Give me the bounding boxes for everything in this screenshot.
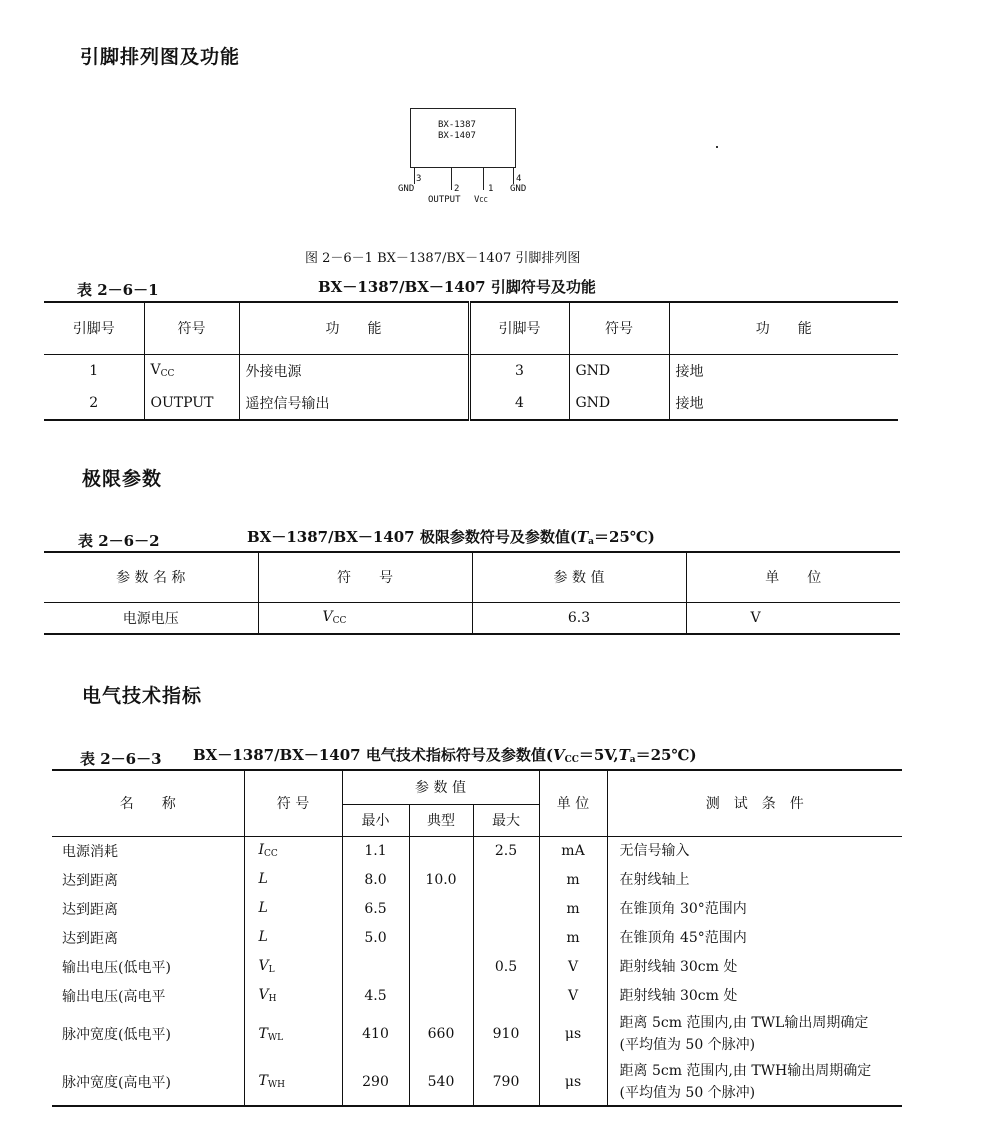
table2 [44, 551, 900, 635]
table3-cell-name: 脉冲宽度(低电平) [52, 1010, 244, 1058]
table1-cell-pin: 2 [44, 387, 144, 420]
table3-cell-unit: mA [539, 836, 607, 865]
table1-header-pin: 引脚号 [44, 302, 144, 354]
table3-cell-max [473, 894, 539, 923]
table3-cell-symbol: L [244, 894, 342, 923]
table3-cell-typ [409, 952, 473, 981]
table3-cell-name: 输出电压(低电平) [52, 952, 244, 981]
table1-cell-pin: 1 [44, 354, 144, 387]
table3-label: 表 2－6－3 [80, 750, 162, 768]
pin-3-number: 3 [416, 174, 422, 184]
section-heading-pin: 引脚排列图及功能 [80, 46, 241, 68]
table2-cell-symbol: $V_{CC}$ [258, 602, 472, 634]
condition-line-1: 在射线轴上 [619, 871, 690, 888]
condition-line-2: (平均值为 50 个脉冲) [619, 1037, 756, 1053]
table3-cell-symbol: $I_{CC}$ [244, 836, 342, 865]
table3-cell-condition [607, 894, 902, 923]
table3-cell-typ: 540 [409, 1058, 473, 1106]
condition-line-1: 距离 5cm 范围内,由 TWL输出周期确定 [619, 1015, 869, 1031]
condition-line-2: (平均值为 50 个脉冲) [619, 1084, 756, 1101]
table3-header-name: 名 称 [52, 770, 244, 836]
table3-cell-max: 2.5 [473, 836, 539, 865]
table3-cell-unit: μs [539, 1010, 607, 1058]
table-row [52, 1058, 902, 1106]
table1-cell-symbol: $V_{CC}$ [144, 354, 239, 387]
table2-header-value: 参 数 值 [472, 552, 686, 602]
table3-cell-max [473, 981, 539, 1010]
table1-header-symbol: 符号 [144, 302, 239, 354]
table-row [44, 602, 900, 634]
pin-4-lead [513, 168, 514, 184]
condition-line-1: 距离 5cm 范围内,由 TWH输出周期确定 [619, 1062, 872, 1079]
table-row [44, 387, 898, 420]
table3-cell-symbol: $T_{WL}$ [244, 1010, 342, 1058]
table2-cell-value: 6.3 [472, 602, 686, 634]
pin-1-label: VCC [474, 195, 488, 205]
table3-cell-max: 0.5 [473, 952, 539, 981]
table-row [52, 923, 902, 952]
table3-cell-name: 脉冲宽度(高电平) [52, 1058, 244, 1106]
pin-3-lead [414, 168, 415, 184]
table3-cell-typ [409, 923, 473, 952]
table2-cell-name: 电源电压 [44, 602, 258, 634]
table1-cell-pin-2: 3 [469, 354, 569, 387]
table-row [52, 894, 902, 923]
table3-cell-unit: μs [539, 1058, 607, 1106]
table3-cell-typ: 660 [409, 1010, 473, 1058]
table2-header-symbol: 符 号 [258, 552, 472, 602]
table1-cell-symbol-2: GND [569, 387, 669, 420]
table3 [52, 769, 902, 1107]
table3-cell-symbol: $V_L$ [244, 952, 342, 981]
pin-diagram [396, 104, 546, 214]
table3-cell-unit: m [539, 923, 607, 952]
table1-header-symbol-2: 符号 [569, 302, 669, 354]
table1-header-pin-2: 引脚号 [469, 302, 569, 354]
table-row [52, 836, 902, 865]
table-row [52, 865, 902, 894]
table3-cell-min: 4.5 [342, 981, 409, 1010]
table3-cell-symbol: $T_{WH}$ [244, 1058, 342, 1106]
table3-cell-name: 达到距离 [52, 865, 244, 894]
table3-cell-typ [409, 894, 473, 923]
table3-cell-unit: m [539, 894, 607, 923]
condition-line-1: 距射线轴 30cm 处 [619, 987, 738, 1004]
table3-cell-name: 电源消耗 [52, 836, 244, 865]
table1-cell-function: 外接电源 [239, 354, 469, 387]
table3-cell-condition [607, 836, 902, 865]
table3-cell-min: 8.0 [342, 865, 409, 894]
table3-header-unit: 单 位 [539, 770, 607, 836]
table3-cell-symbol: L [244, 865, 342, 894]
table3-cell-condition [607, 952, 902, 981]
table3-header-row-1 [52, 770, 902, 804]
pin-2-lead [451, 168, 452, 190]
table3-cell-typ [409, 981, 473, 1010]
table2-cell-unit: V [750, 609, 761, 626]
table3-cell-max [473, 865, 539, 894]
table3-cell-unit: m [539, 865, 607, 894]
table3-cell-condition [607, 981, 902, 1010]
table1-title: BX－1387/BX－1407 引脚符号及功能 [318, 278, 596, 296]
table3-cell-name: 达到距离 [52, 894, 244, 923]
table3-cell-max [473, 923, 539, 952]
table3-cell-min [342, 952, 409, 981]
table1-cell-symbol-2: GND [569, 354, 669, 387]
table3-header-min: 最小 [342, 804, 409, 836]
table3-cell-condition [607, 865, 902, 894]
table3-body [52, 836, 902, 1106]
table3-cell-max: 790 [473, 1058, 539, 1106]
pin-4-label: GND [510, 184, 527, 194]
table3-cell-name: 达到距离 [52, 923, 244, 952]
table1-cell-pin-2: 4 [469, 387, 569, 420]
table3-cell-min: 410 [342, 1010, 409, 1058]
table2-header-unit: 单 位 [765, 570, 822, 587]
table-row [52, 952, 902, 981]
table3-header-typ: 典型 [409, 804, 473, 836]
table1-cell-function: 遥控信号输出 [239, 387, 469, 420]
table3-header-symbol: 符 号 [244, 770, 342, 836]
table3-cell-symbol: L [244, 923, 342, 952]
table-row [44, 354, 898, 387]
condition-line-1: 无信号输入 [619, 842, 690, 859]
table1-cell-symbol: OUTPUT [144, 387, 239, 420]
table3-cell-min: 5.0 [342, 923, 409, 952]
table3-cell-min: 6.5 [342, 894, 409, 923]
table3-cell-max: 910 [473, 1010, 539, 1058]
pin-2-label: OUTPUT [428, 195, 461, 205]
condition-line-1: 在锥顶角 45°范围内 [619, 929, 747, 946]
table3-header-param: 参 数 值 [342, 770, 539, 804]
pin-1-number: 1 [488, 184, 494, 194]
table3-cell-name: 输出电压(高电平 [52, 981, 244, 1010]
pin-3-label: GND [398, 184, 415, 194]
chip-label-2: BX-1407 [438, 131, 476, 141]
table2-header-name: 参 数 名 称 [44, 552, 258, 602]
pin-4-number: 4 [516, 174, 522, 184]
table3-cell-unit: V [539, 981, 607, 1010]
table2-header-row [44, 552, 900, 602]
table3-title: BX－1387/BX－1407 电气技术指标符号及参数值$(V_{CC}=5V,T_a=25℃)$ [193, 746, 697, 765]
table2-title: BX－1387/BX－1407 极限参数符号及参数值$(T_a=25℃)$ [247, 528, 655, 547]
pin-1-lead [483, 168, 484, 190]
table-row [52, 981, 902, 1010]
table3-cell-min: 1.1 [342, 836, 409, 865]
table3-cell-min: 290 [342, 1058, 409, 1106]
table3-cell-typ: 10.0 [409, 865, 473, 894]
table2-label: 表 2－6－2 [78, 532, 160, 550]
table3-cell-condition [607, 923, 902, 952]
table1-header-row [44, 302, 898, 354]
section-heading-electrical: 电气技术指标 [82, 685, 203, 707]
table1-label: 表 2－6－1 [77, 281, 159, 299]
table3-cell-typ [409, 836, 473, 865]
figure-caption: 图 2－6－1 BX－1387/BX－1407 引脚排列图 [305, 251, 581, 266]
table1 [44, 301, 898, 421]
section-heading-limits: 极限参数 [82, 468, 163, 490]
table1-header-function-2: 功 能 [755, 321, 812, 338]
table3-cell-condition [607, 1010, 902, 1058]
table3-cell-symbol: $V_H$ [244, 981, 342, 1010]
chip-label-1: BX-1387 [438, 120, 476, 130]
table1-header-function: 功 能 [239, 302, 469, 354]
table3-cell-unit: V [539, 952, 607, 981]
table3-cell-condition [607, 1058, 902, 1106]
table-row [52, 1010, 902, 1058]
condition-line-1: 在锥顶角 30°范围内 [619, 900, 747, 917]
table1-cell-function-2: 接地 [675, 396, 704, 412]
table3-header-condition: 测 试 条 件 [607, 770, 902, 836]
condition-line-1: 距射线轴 30cm 处 [619, 958, 738, 975]
table3-header-max: 最大 [473, 804, 539, 836]
pin-2-number: 2 [454, 184, 460, 194]
table1-cell-function-2: 接地 [675, 363, 704, 380]
speck [716, 146, 718, 148]
